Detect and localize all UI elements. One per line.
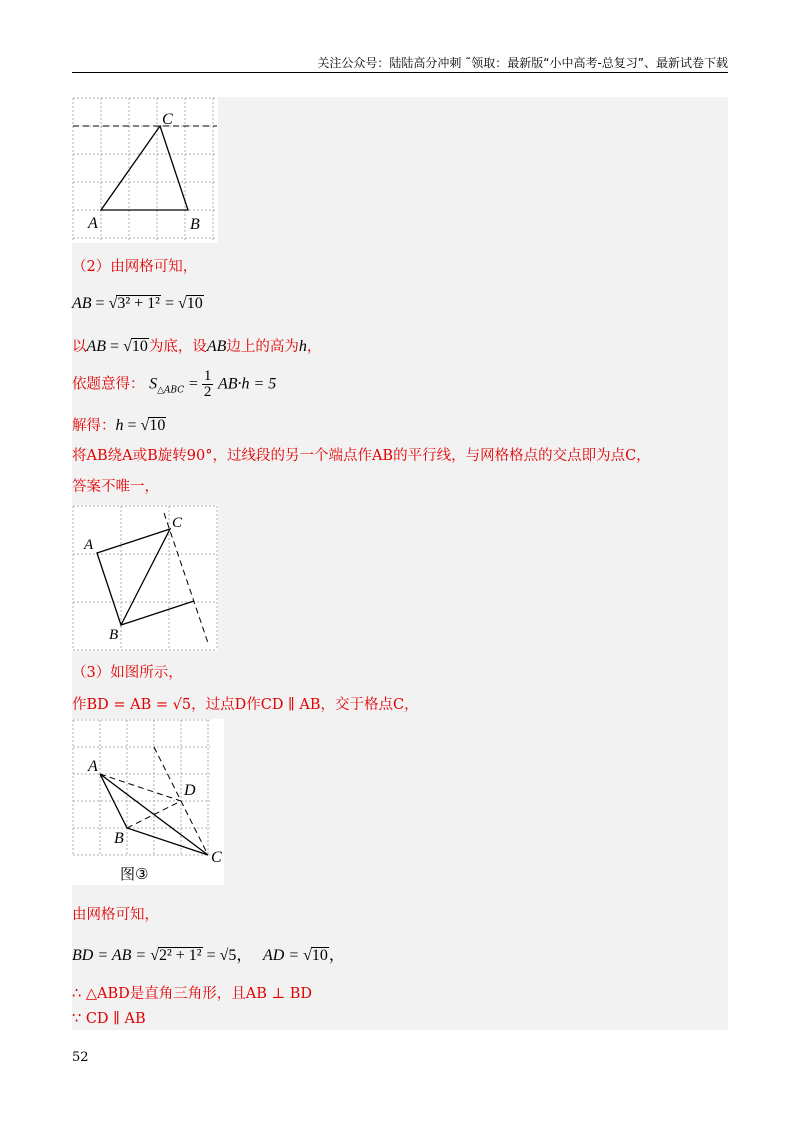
construct-statement: 作BD = AB = √5，过点D作CD ∥ AB，交于格点C， xyxy=(72,697,419,713)
fig3-label-a: A xyxy=(88,758,98,775)
fig1-label-a: A xyxy=(88,215,98,232)
fig1-label-b: B xyxy=(190,216,200,233)
page-number: 52 xyxy=(72,1050,89,1065)
solve-h: 解得：h = √10 xyxy=(72,417,166,434)
fig2-label-a: A xyxy=(84,537,94,553)
part3-heading: （3）如图所示， xyxy=(72,665,183,681)
not-unique-note: 答案不唯一， xyxy=(72,479,159,495)
fig2-label-c: C xyxy=(172,515,183,531)
figure-square-grid xyxy=(72,505,218,651)
grid-note: 由网格可知， xyxy=(72,907,159,923)
page-header: 关注公众号：陆陆高分冲刺 ˜领取：最新版“小中高考-总复习”、最新试卷下载 xyxy=(72,54,728,73)
fig3-caption: 图③ xyxy=(120,865,149,883)
fig3-label-c: C xyxy=(211,849,222,866)
fig1-label-c: C xyxy=(162,111,173,128)
fig3-label-d: D xyxy=(184,782,196,799)
document-body xyxy=(72,97,728,1030)
figure-triangle-grid xyxy=(72,97,218,243)
therefore-statement: ∴ △ABD是直角三角形，且AB ⊥ BD xyxy=(72,986,312,1002)
bd-length-equation: BD = AB = √2² + 1² = √5， AD = √10， xyxy=(72,947,345,964)
area-equation: 依题意得： $S_{\triangle ABC}$ = $\frac{1}{2} AB\cdot h = 5$ xyxy=(72,368,277,400)
rotation-instruction: 将AB绕A或B旋转90°，过线段的另一个端点作AB的平行线，与网格格点的交点即为点C， xyxy=(72,448,651,464)
ab-length-equation: AB = √3² + 1² = √10 xyxy=(72,295,203,312)
because-statement: ∵ CD ∥ AB xyxy=(72,1011,146,1027)
fig2-label-b: B xyxy=(109,627,119,643)
base-statement: 以AB = √10为底，设AB边上的高为h， xyxy=(72,338,322,355)
fig3-label-b: B xyxy=(114,830,124,847)
part2-heading: （2）由网格可知， xyxy=(72,259,198,275)
figure-kite-grid xyxy=(72,719,224,885)
